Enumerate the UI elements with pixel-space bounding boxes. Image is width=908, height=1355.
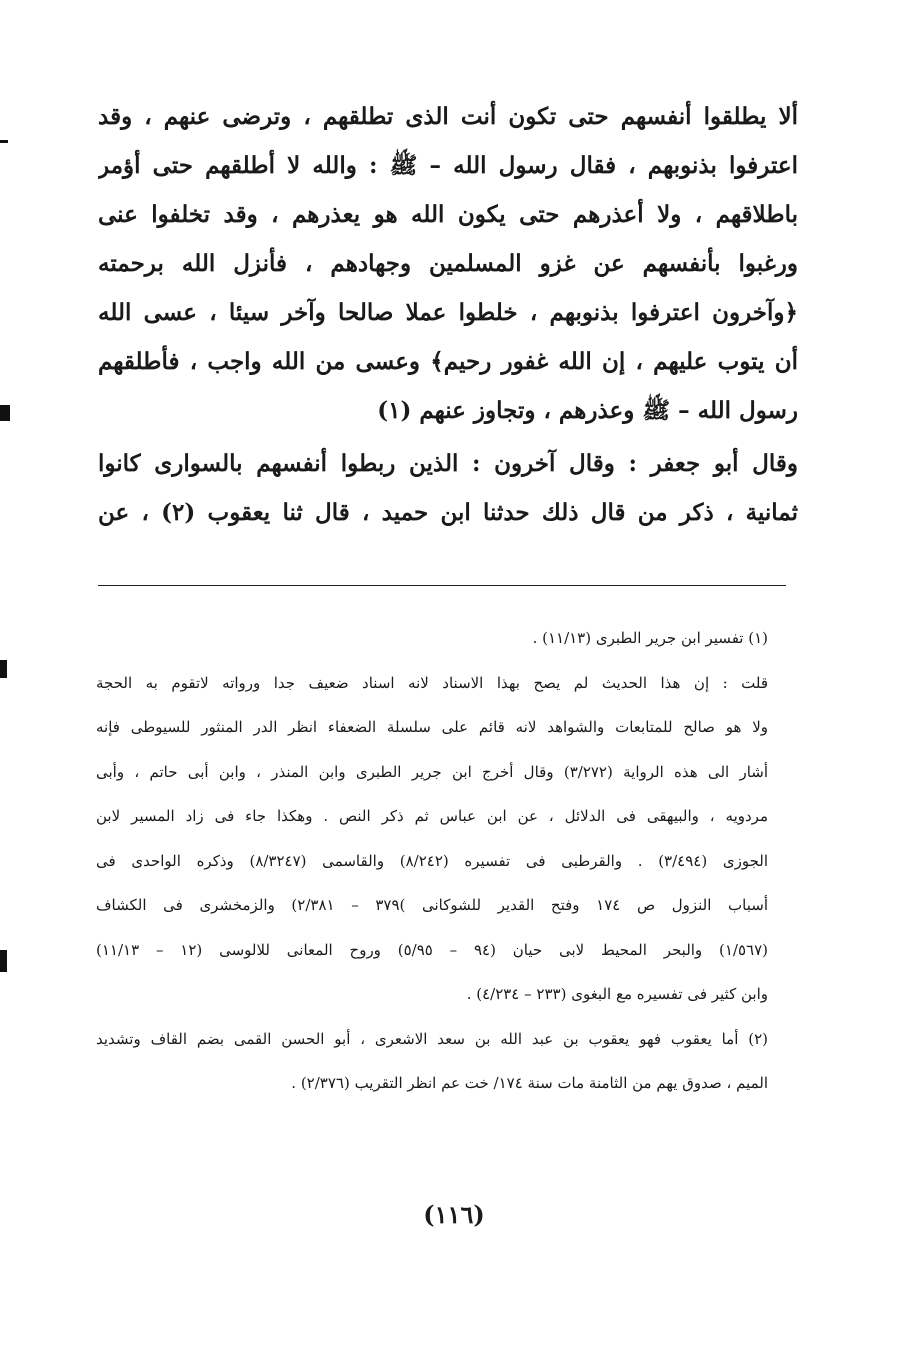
footnote-line: ولا هو صالح للمتابعات والشواهد لانه قائم على سلسلة الضعفاء انظر الدر المنثور للسيوطى فإنه [96,718,768,736]
footnote-line: وابن كثير فى تفسيره مع البغوى (٢٣٣ – ٤/٢٣٤) . [466,985,768,1003]
footnote-line: مردويه ، والبيهقى فى الدلائل ، عن ابن عباس ثم ذكر النص . وهكذا جاء فى زاد المسير لابن [96,807,768,825]
footnote-line: أشار الى هذه الرواية (٣/٢٧٢) وقال أخرج ابن جرير الطبرى وابن المنذر ، وابن أبى حاتم ، وأبى [96,762,768,781]
footnote-line: الجوزى (٣/٤٩٤) . والقرطبى فى تفسيره (٨/٢٤٢) والقاسمى (٨/٣٢٤٧) وذكره الواحدى فى [96,851,768,870]
text-line: أن يتوب عليهم ، إن الله غفور رحيم﴾ وعسى من الله واجب ، فأطلقهم [98,348,798,375]
footnote-line: (١/٥٦٧) والبحر المحيط لابى حيان (٩٤ – ٥/٩٥) وروح المعانى للالوسى (١٢ – ١١/١٣) [96,940,768,959]
text-line: ﴿وآخرون اعترفوا بذنوبهم ، خلطوا عملا صالحا وآخر سيئا ، عسى الله [98,299,798,326]
text-line: ورغبوا بأنفسهم عن غزو المسلمين وجهادهم ، فأنزل الله برحمته [98,250,798,277]
text-line: باطلاقهم ، ولا أعذرهم حتى يكون الله هو يعذرهم ، وقد تخلفوا عنى [98,201,798,228]
text-line: رسول الله – ﷺ وعذرهم ، وتجاوز عنهم (١) [377,397,798,424]
main-text [98,92,798,537]
footnote-line: (١) تفسير ابن جرير الطبرى (١١/١٣) . [532,629,768,647]
text-line: ثمانية ، ذكر من قال ذلك حدثنا ابن حميد ، قال ثنا يعقوب (٢) ، عن [98,499,798,526]
footnote-separator [98,585,786,586]
text-line: ألا يطلقوا أنفسهم حتى تكون أنت الذى تطلقهم ، وترضى عنهم ، وقد [98,103,798,130]
margin-mark [0,140,8,143]
text-line: وقال أبو جعفر : وقال آخرون : الذين ربطوا أنفسهم بالسوارى كانوا [98,450,798,477]
footnote-line: أسباب النزول ص ١٧٤ وفتح القدير للشوكانى )٣٧٩ – ٢/٣٨١) والزمخشرى فى الكشاف [96,896,768,914]
footnote-line: (٢) أما يعقوب فهو يعقوب بن عبد الله بن سعد الاشعرى ، أبو الحسن القمى بضم القاف وتشديد [96,1029,768,1048]
footnote-line: قلت : إن هذا الحديث لم يصح بهذا الاسناد لانه اسناد ضعيف جدا ورواته لاتقوم به الحجة [96,673,768,692]
margin-mark [0,660,7,678]
margin-mark [0,405,10,421]
footnote-line: الميم ، صدوق يهم من الثامنة مات سنة ١٧٤/ خت عم انظر التقريب (٢/٣٧٦) . [291,1074,768,1092]
footnotes [96,616,768,1106]
page-number: (١١٦) [423,1200,485,1229]
text-line: اعترفوا بذنوبهم ، فقال رسول الله – ﷺ : والله لا أطلقهم حتى أؤمر [98,152,798,179]
margin-mark [0,950,7,972]
